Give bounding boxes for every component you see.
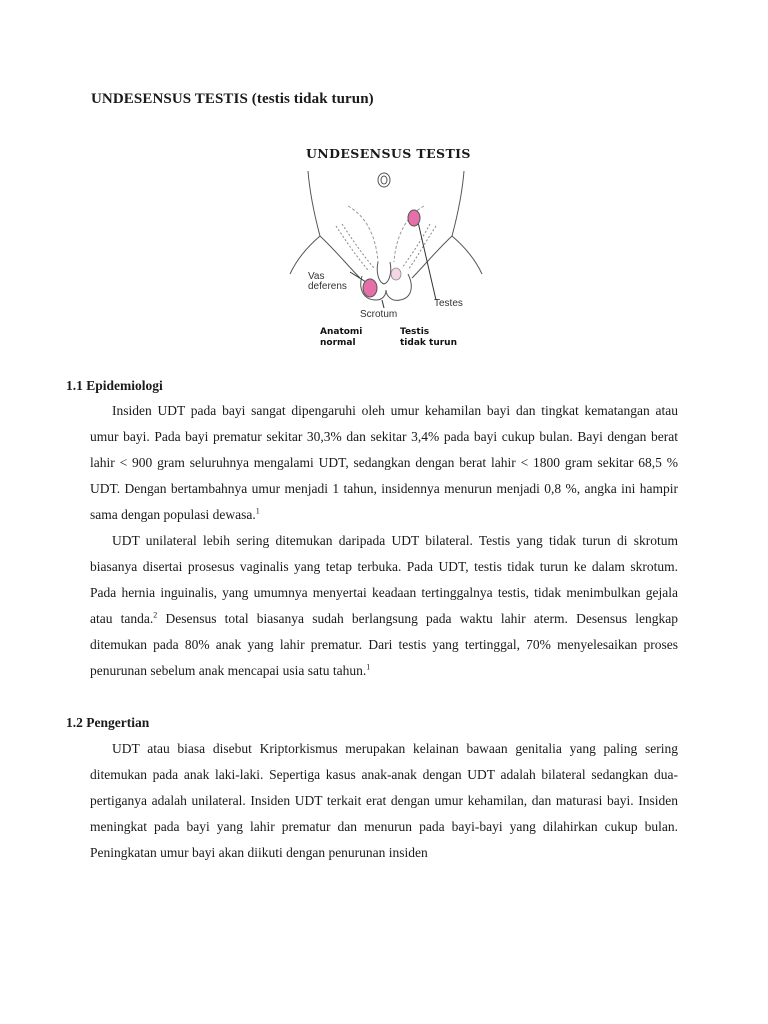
paragraph-pengertian-1: UDT atau biasa disebut Kriptorkismus merupakan kelainan bawaan genitalia yang paling sering ditemukan pada anak laki-laki. Sepertiga kasus anak-anak dengan UDT adalah bilateral sedangkan dua-pertiganya adalah unilateral. Insiden UDT terkait erat dengan umur kehamilan, dan maturasi bayi. Insiden meningkat pada bayi yang lahir prematur dan menurun pada bayi-bayi yang dilahirkan cukup bulan. Peningkatan umur bayi akan diikuti dengan penurunan insiden — [90, 741, 678, 860]
reference-mark: 1 — [255, 506, 260, 516]
normal-anatomy-caption: Anatomi normal — [320, 327, 363, 348]
paragraph-epidemiologi-1: Insiden UDT pada bayi sangat dipengaruhi oleh umur kehamilan bayi dan tingkat kematangan atau umur bayi. Pada bayi prematur sekitar 30,3% dan sekitar 3,4% pada bayi cukup bulan. Bayi dengan berat lahir < 900 gram seluruhnya mengalami UDT, sedangkan dengan berat lahir < 1800 gram sekitar 68,5 % UDT. Dengan bertambahnya umur menjadi 1 tahun, insidennya menurun menjadi 0,8 %, angka ini hampir sama dengan populasi dewasa.$^1$ — [90, 403, 678, 522]
reference-mark: 1 — [366, 662, 371, 672]
section-heading-epidemiologi: 1.1 Epidemiologi — [66, 378, 163, 393]
testes-label: Testes — [434, 298, 463, 309]
reference-mark: 2 — [153, 610, 158, 620]
undescended-testis-caption: Testis tidak turun — [400, 327, 457, 348]
section-heading-pengertian: 1.2 Pengertian — [66, 715, 150, 730]
document-title: UNDESENSUS TESTIS (testis tidak turun) — [91, 91, 374, 107]
paragraph-epidemiologi-2: UDT unilateral lebih sering ditemukan daripada UDT bilateral. Testis yang tidak turun di skrotum biasanya disertai prosesus vaginalis yang tetap terbuka. Pada UDT, testis tidak turun ke dalam skrotum. Pada hernia inguinalis, yang umumnya menyertai keadaan tertinggalnya testis, tidak menimbulkan gejala atau tanda.$^2$ Desensus total biasanya sudah berlangsung pada waktu lahir aterm. Desensus lengkap ditemukan pada 80% anak yang lahir prematur. Dari testis yang tertinggal, 70% menyelesaikan proses penurunan sebelum anak mencapai usia satu tahun.$^1$ — [90, 533, 678, 678]
vas-deferens-label: Vas deferens — [308, 271, 347, 292]
scrotum-label: Scrotum — [360, 309, 398, 320]
figure-title: UNDESENSUS TESTIS — [306, 146, 471, 161]
anatomy-figure — [286, 144, 486, 354]
